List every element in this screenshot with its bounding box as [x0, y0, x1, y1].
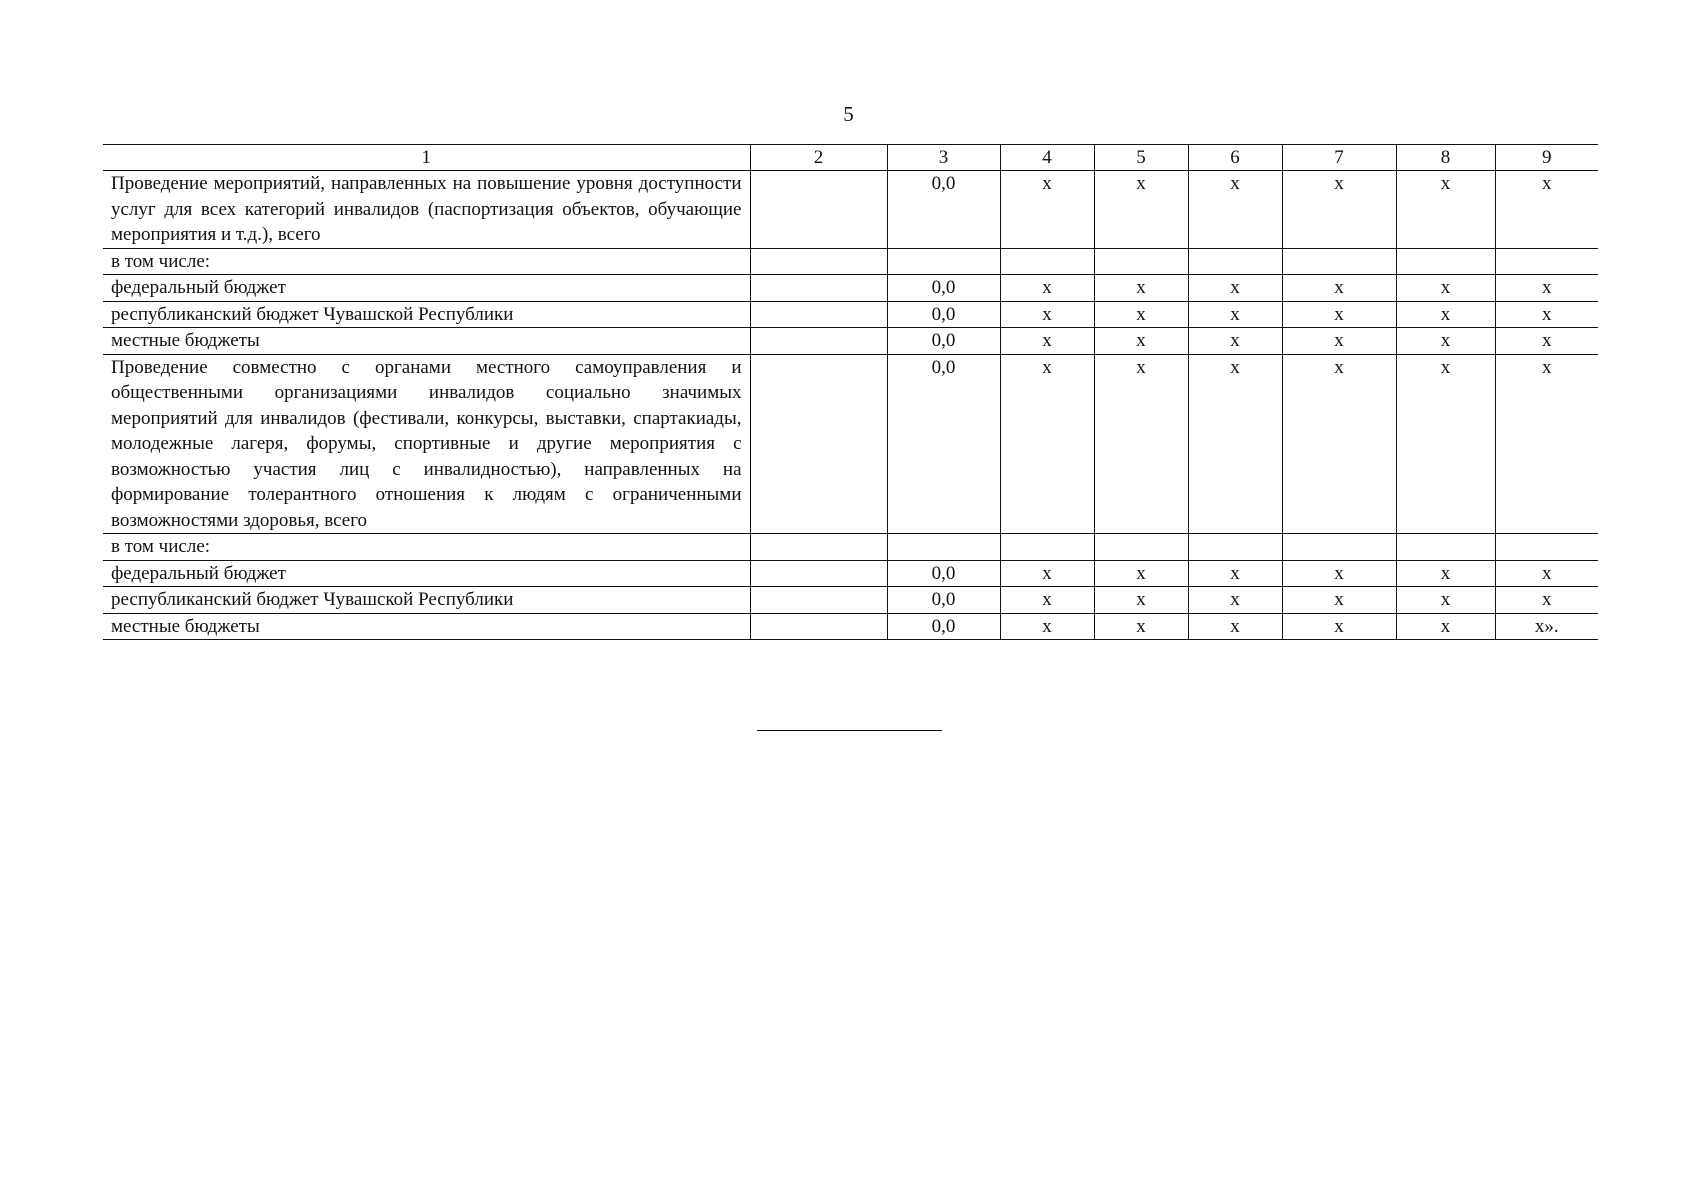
cell-col-3: 0,0 [887, 301, 1000, 328]
table-row [103, 171, 1598, 249]
cell-col-5: х [1094, 301, 1188, 328]
cell-col-8: х [1396, 613, 1495, 640]
table-row [103, 354, 1598, 534]
cell-col-5: х [1094, 560, 1188, 587]
cell-col-7: х [1282, 301, 1396, 328]
cell-col-5 [1094, 534, 1188, 561]
column-header: 7 [1282, 145, 1396, 171]
column-header: 9 [1495, 145, 1598, 171]
table-row [103, 587, 1598, 614]
cell-col-9: х [1495, 354, 1598, 534]
cell-col-4: х [1000, 613, 1094, 640]
cell-col-5: х [1094, 328, 1188, 355]
cell-col-6: х [1188, 560, 1282, 587]
row-description: местные бюджеты [103, 613, 750, 640]
cell-col-8: х [1396, 354, 1495, 534]
column-header: 8 [1396, 145, 1495, 171]
budget-table [103, 144, 1598, 640]
cell-col-2 [750, 301, 887, 328]
cell-col-9: х [1495, 301, 1598, 328]
cell-col-7: х [1282, 275, 1396, 302]
cell-col-8: х [1396, 171, 1495, 249]
table-row [103, 328, 1598, 355]
cell-col-9: х [1495, 587, 1598, 614]
cell-col-6 [1188, 248, 1282, 275]
cell-col-6: х [1188, 275, 1282, 302]
cell-col-6: х [1188, 301, 1282, 328]
cell-col-2 [750, 328, 887, 355]
table-row [103, 248, 1598, 275]
cell-col-3: 0,0 [887, 613, 1000, 640]
row-description: Проведение совместно с органами местного самоуправления и общественными организациями инвалидов социально значимых мероприятий для инвалидов (фестивали, конкурсы, выставки, спартакиады, молодежные лагеря, форумы, спортивные и другие мероприятия с возможностью участия лиц с инвалидностью), направленных на формирование толерантного отношения к людям с ограниченными возможностями здоровья, всего [103, 354, 750, 534]
row-description: республиканский бюджет Чувашской Республики [103, 301, 750, 328]
cell-col-3 [887, 534, 1000, 561]
cell-col-9: х [1495, 275, 1598, 302]
cell-col-5: х [1094, 613, 1188, 640]
cell-col-8 [1396, 248, 1495, 275]
cell-col-8: х [1396, 275, 1495, 302]
page-number: 5 [843, 102, 854, 126]
cell-col-6: х [1188, 587, 1282, 614]
cell-col-3: 0,0 [887, 275, 1000, 302]
row-description: в том числе: [103, 534, 750, 561]
cell-col-7 [1282, 534, 1396, 561]
cell-col-7: х [1282, 171, 1396, 249]
cell-col-4: х [1000, 301, 1094, 328]
cell-col-4 [1000, 534, 1094, 561]
cell-col-4: х [1000, 328, 1094, 355]
cell-col-3: 0,0 [887, 171, 1000, 249]
cell-col-8: х [1396, 560, 1495, 587]
cell-col-3 [887, 248, 1000, 275]
cell-col-3: 0,0 [887, 328, 1000, 355]
cell-col-2 [750, 354, 887, 534]
cell-col-7: х [1282, 560, 1396, 587]
column-header: 2 [750, 145, 887, 171]
row-description: федеральный бюджет [103, 560, 750, 587]
cell-col-4: х [1000, 275, 1094, 302]
column-header: 1 [103, 145, 750, 171]
cell-col-7: х [1282, 354, 1396, 534]
row-description: Проведение мероприятий, направленных на повышение уровня доступности услуг для всех категорий инвалидов (паспортизация объектов, обучающие мероприятия и т.д.), всего [103, 171, 750, 249]
table-row [103, 534, 1598, 561]
cell-col-5: х [1094, 275, 1188, 302]
table-row [103, 301, 1598, 328]
cell-col-5 [1094, 248, 1188, 275]
cell-col-4: х [1000, 354, 1094, 534]
cell-col-6: х [1188, 328, 1282, 355]
column-header: 5 [1094, 145, 1188, 171]
column-header: 3 [887, 145, 1000, 171]
cell-col-2 [750, 613, 887, 640]
cell-col-8 [1396, 534, 1495, 561]
cell-col-2 [750, 560, 887, 587]
cell-col-3: 0,0 [887, 587, 1000, 614]
cell-col-9 [1495, 248, 1598, 275]
cell-col-9 [1495, 534, 1598, 561]
cell-col-4: х [1000, 171, 1094, 249]
row-description: местные бюджеты [103, 328, 750, 355]
cell-col-3: 0,0 [887, 560, 1000, 587]
cell-col-2 [750, 275, 887, 302]
cell-col-7 [1282, 248, 1396, 275]
row-description: республиканский бюджет Чувашской Республики [103, 587, 750, 614]
cell-col-2 [750, 171, 887, 249]
cell-col-7: х [1282, 328, 1396, 355]
table-header-row [103, 145, 1598, 171]
cell-col-2 [750, 248, 887, 275]
cell-col-9: х». [1495, 613, 1598, 640]
closing-divider [757, 730, 942, 731]
cell-col-9: х [1495, 560, 1598, 587]
cell-col-5: х [1094, 171, 1188, 249]
cell-col-7: х [1282, 587, 1396, 614]
cell-col-2 [750, 587, 887, 614]
cell-col-4 [1000, 248, 1094, 275]
cell-col-6: х [1188, 171, 1282, 249]
cell-col-5: х [1094, 587, 1188, 614]
cell-col-6 [1188, 534, 1282, 561]
table-row [103, 613, 1598, 640]
column-header: 6 [1188, 145, 1282, 171]
cell-col-4: х [1000, 560, 1094, 587]
table-row [103, 560, 1598, 587]
cell-col-6: х [1188, 354, 1282, 534]
table-row [103, 275, 1598, 302]
cell-col-2 [750, 534, 887, 561]
row-description: в том числе: [103, 248, 750, 275]
cell-col-4: х [1000, 587, 1094, 614]
column-header: 4 [1000, 145, 1094, 171]
cell-col-6: х [1188, 613, 1282, 640]
cell-col-3: 0,0 [887, 354, 1000, 534]
cell-col-9: х [1495, 328, 1598, 355]
cell-col-5: х [1094, 354, 1188, 534]
cell-col-9: х [1495, 171, 1598, 249]
cell-col-8: х [1396, 328, 1495, 355]
cell-col-8: х [1396, 301, 1495, 328]
row-description: федеральный бюджет [103, 275, 750, 302]
cell-col-8: х [1396, 587, 1495, 614]
cell-col-7: х [1282, 613, 1396, 640]
